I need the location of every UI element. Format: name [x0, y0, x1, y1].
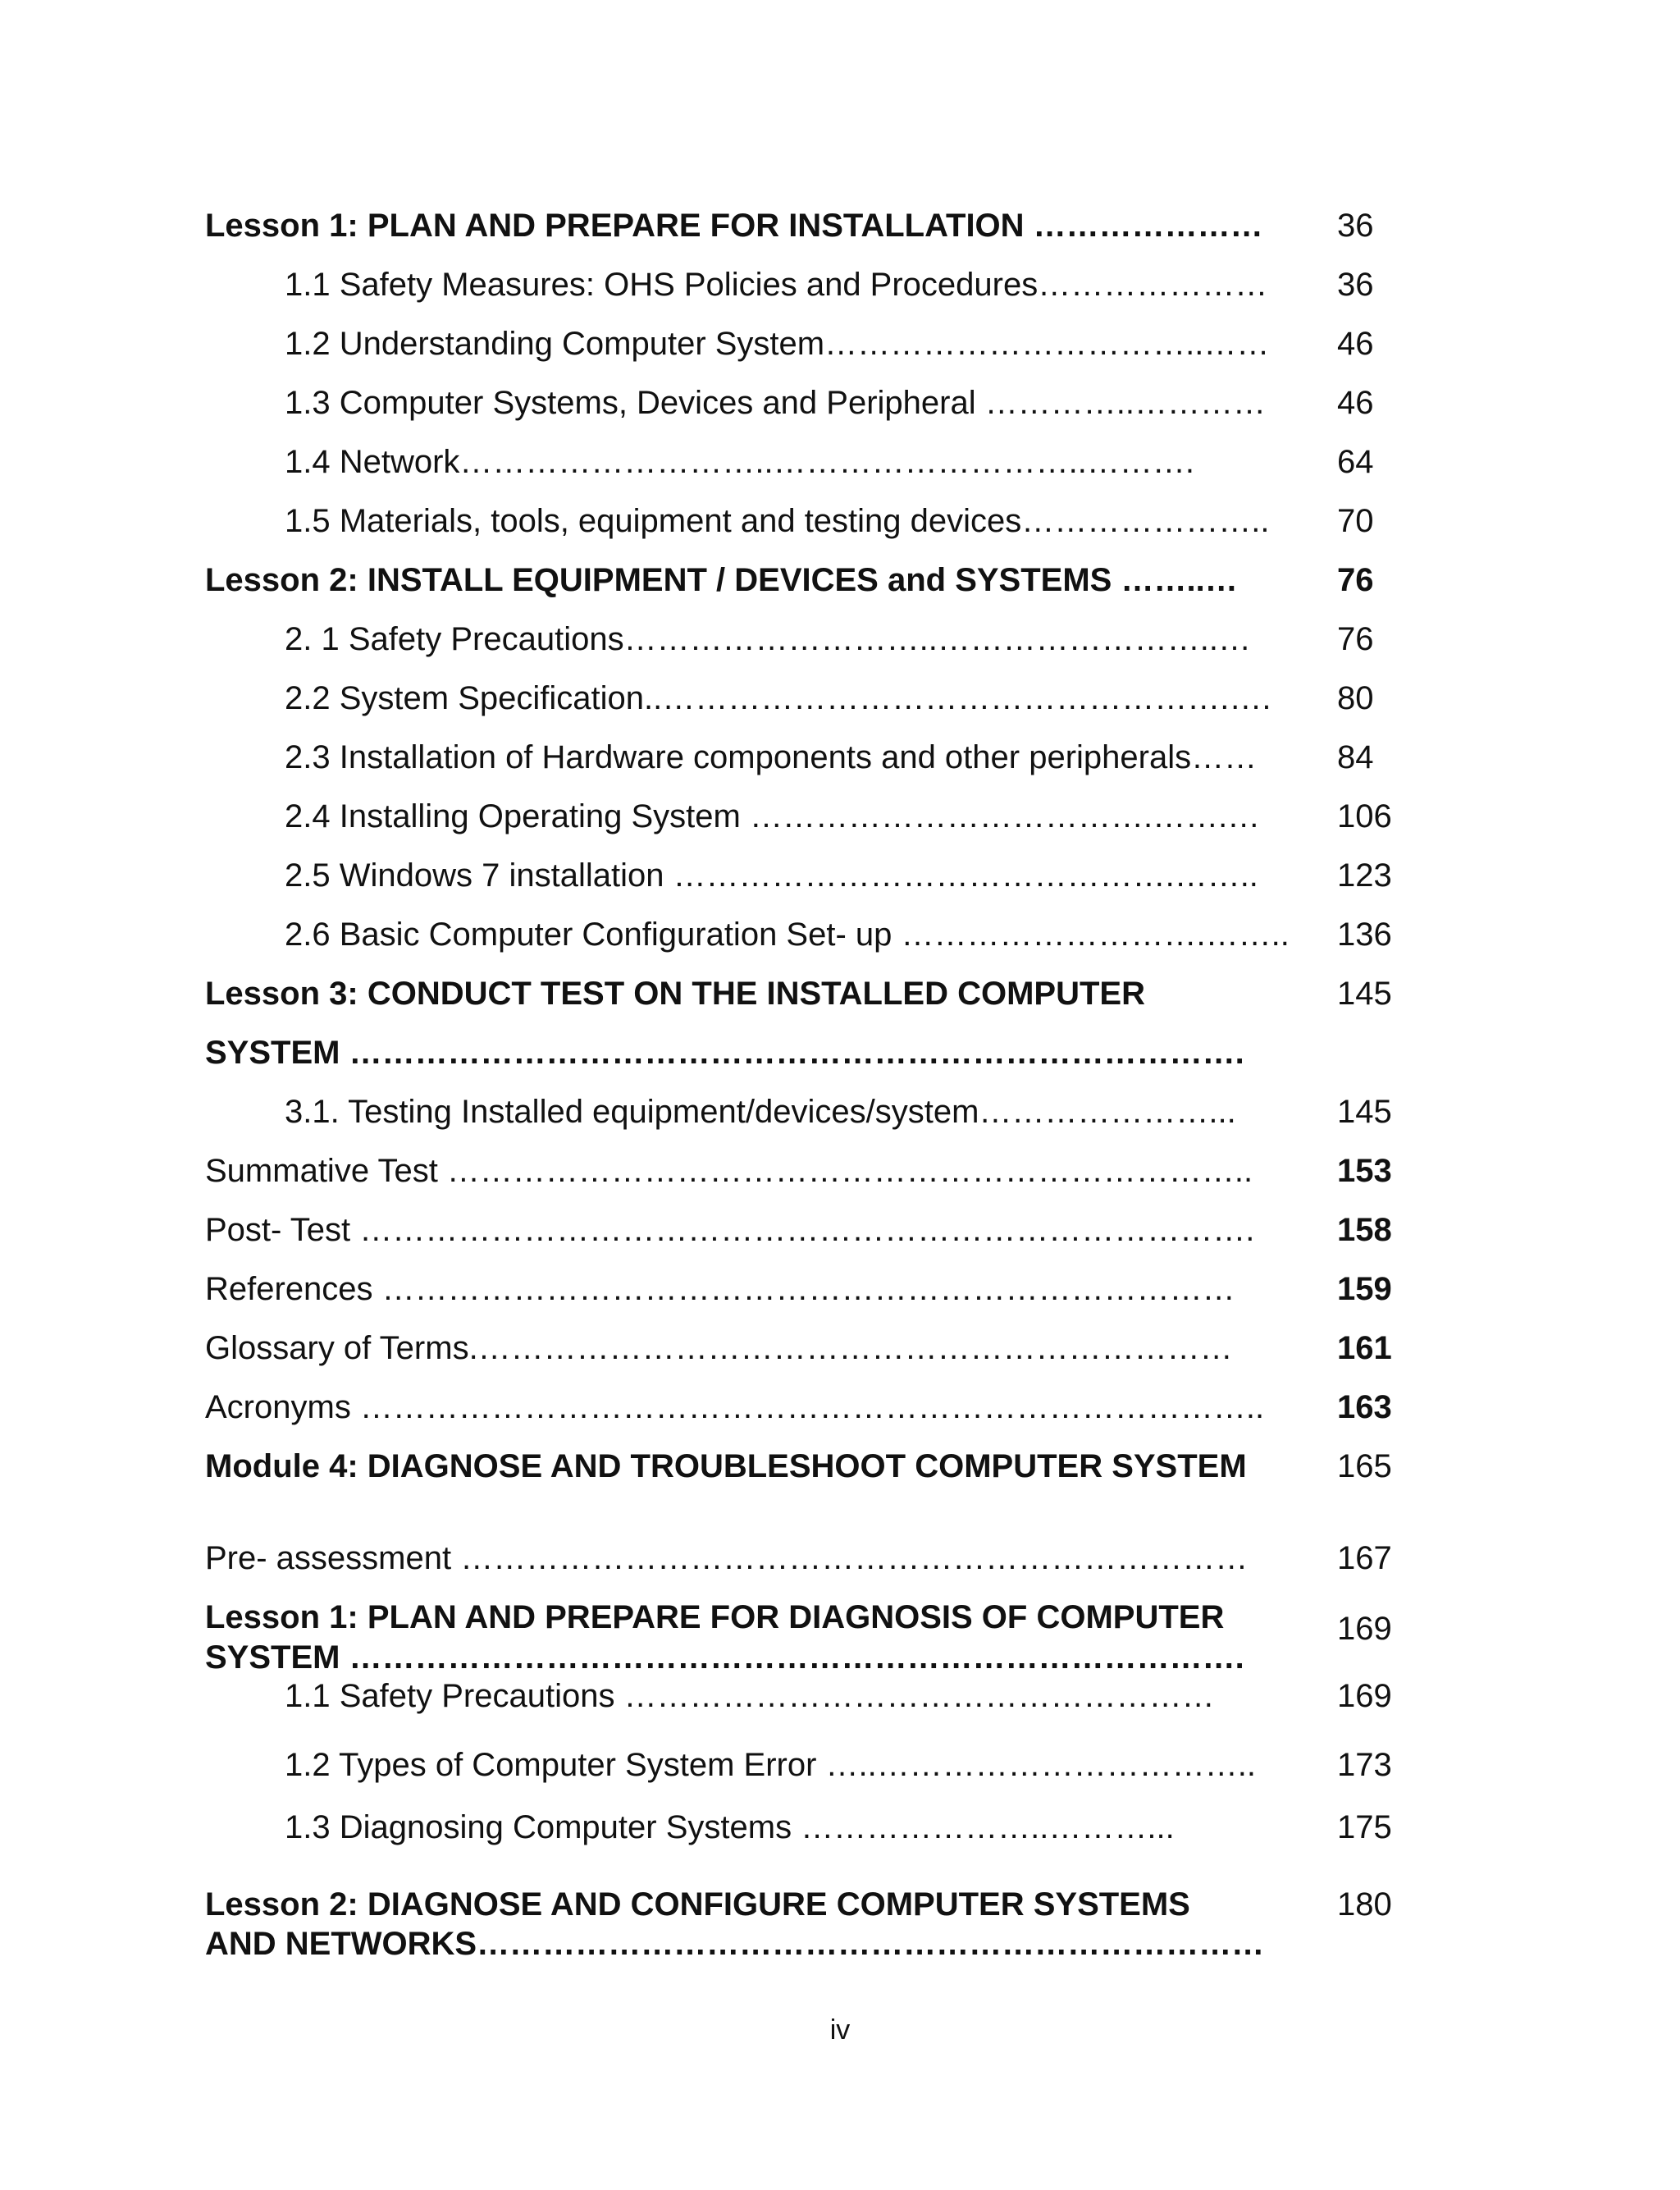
- toc-entry-page: 145: [1337, 1094, 1392, 1130]
- toc-entry-title: Lesson 1: PLAN AND PREPARE FOR DIAGNOSIS OF COMPUTER: [205, 1599, 1225, 1635]
- toc-entry-title: Glossary of Terms.……………………………………………………………: [205, 1330, 1233, 1366]
- toc-entry-title: 1.1 Safety Measures: OHS Policies and Procedures…………………: [285, 267, 1268, 303]
- toc-entry-page: 46: [1337, 326, 1374, 362]
- toc-entry-title: 2.3 Installation of Hardware components and other peripherals……: [285, 739, 1258, 775]
- toc-entry-page: 169: [1337, 1678, 1392, 1714]
- toc-entry-page: 159: [1337, 1271, 1392, 1307]
- toc-entry: [0, 382, 1680, 423]
- toc-entry-title: 2. 1 Safety Precautions………………………..……………………..…: [285, 621, 1252, 657]
- toc-entry: [0, 1538, 1680, 1579]
- toc-entry: [0, 1744, 1680, 1785]
- toc-entry-title: Lesson 2: INSTALL EQUIPMENT / DEVICES and SYSTEMS ……..…: [205, 562, 1238, 598]
- toc-entry: [0, 1884, 1680, 1925]
- toc-entry: [0, 1807, 1680, 1848]
- toc-entry-page: 123: [1337, 857, 1392, 894]
- toc-entry-page: 76: [1337, 562, 1374, 598]
- toc-entry-title: 2.2 System Specification..…………………………………………….….: [285, 680, 1271, 716]
- toc-entry-title: 2.5 Windows 7 installation ……………………………………….……..: [285, 857, 1258, 894]
- toc-entry-title: References ……………………………………………………………………: [205, 1271, 1235, 1307]
- toc-entry: [0, 619, 1680, 660]
- toc-entry-title: 2.4 Installing Operating System ……………………………….…….…: [285, 798, 1261, 834]
- toc-entry-page: 36: [1337, 267, 1374, 303]
- toc-entry-title: Lesson 1: PLAN AND PREPARE FOR INSTALLATION …………………: [205, 208, 1263, 244]
- toc-entry-title: 3.1. Testing Installed equipment/devices/system…………………...: [285, 1094, 1236, 1130]
- toc-entry: [0, 1209, 1680, 1250]
- toc-entry: [0, 501, 1680, 542]
- toc-entry: [0, 1676, 1680, 1717]
- toc-entry: [0, 678, 1680, 719]
- toc-entry-title: 1.2 Understanding Computer System……………………………..……: [285, 326, 1270, 362]
- toc-entry-page: 46: [1337, 385, 1374, 421]
- toc-entry-title: 1.3 Computer Systems, Devices and Peripheral …………..…………: [285, 385, 1266, 421]
- toc-entry: [0, 1328, 1680, 1369]
- toc-entry-title: Module 4: DIAGNOSE AND TROUBLESHOOT COMPUTER SYSTEM: [205, 1448, 1247, 1484]
- toc-entry-page: 180: [1337, 1886, 1392, 1923]
- toc-entry-page: 158: [1337, 1212, 1392, 1248]
- toc-entry: [0, 914, 1680, 955]
- toc-entry: [0, 1091, 1680, 1132]
- toc-entry: [0, 737, 1680, 778]
- toc-entry: [0, 323, 1680, 364]
- toc-entry-page: 169: [1337, 1611, 1392, 1647]
- toc-entry: [0, 796, 1680, 837]
- toc-entry-page: 153: [1337, 1153, 1392, 1189]
- toc-entry-page: 173: [1337, 1747, 1392, 1783]
- toc-entry: [0, 441, 1680, 482]
- toc-entry-page: 145: [1337, 976, 1392, 1012]
- toc-entry-page: 163: [1337, 1389, 1392, 1425]
- toc-entry: [0, 205, 1680, 246]
- toc-entry-page: 167: [1337, 1540, 1392, 1576]
- toc-entry-page-row: [0, 1608, 1680, 1649]
- toc-entry-title: SYSTEM ……………………………………………………………………….: [205, 1639, 1244, 1676]
- toc-entry-title: 1.3 Diagnosing Computer Systems …………………..………...: [285, 1809, 1175, 1845]
- toc-entry-title: Pre- assessment ………………………………………………………………: [205, 1540, 1249, 1576]
- toc-entry: [0, 1387, 1680, 1428]
- toc-entry: [0, 1032, 1680, 1073]
- toc-entry: [0, 560, 1680, 601]
- toc-entry-title: Acronyms ………………………………………………………………………..: [205, 1389, 1265, 1425]
- toc-entry-title: 2.6 Basic Computer Configuration Set- up ……………………….……..: [285, 917, 1290, 953]
- toc-entry-page: 36: [1337, 208, 1374, 244]
- toc-entry-page: 80: [1337, 680, 1374, 716]
- toc-entry-page: 106: [1337, 798, 1392, 834]
- toc-entry: [0, 264, 1680, 305]
- toc-entry: [0, 1446, 1680, 1487]
- toc-entry-page: 84: [1337, 739, 1374, 775]
- toc-entry-title: SYSTEM ……………………………………………………………………….: [205, 1035, 1244, 1071]
- toc-entry-page: 161: [1337, 1330, 1392, 1366]
- toc-entry-title: 1.4 Network………………………..………………………..……….: [285, 444, 1194, 480]
- toc-entry-page: 70: [1337, 503, 1374, 539]
- toc-entry: [0, 973, 1680, 1014]
- toc-entry: [0, 855, 1680, 896]
- toc-entry-page: 136: [1337, 917, 1392, 953]
- toc-entry-page: 165: [1337, 1448, 1392, 1484]
- toc-entry: [0, 1150, 1680, 1191]
- toc-entry-page: 64: [1337, 444, 1374, 480]
- toc-entry: [0, 1269, 1680, 1310]
- toc-entry-title: 1.1 Safety Precautions ………………………………………………: [285, 1678, 1215, 1714]
- toc-entry-title: 1.2 Types of Computer System Error …..……………………………..: [285, 1747, 1256, 1783]
- toc-entry-title: AND NETWORKS………………………………………………………………: [205, 1926, 1265, 1962]
- page-number: iv: [829, 2014, 851, 2046]
- toc-entry-page: 175: [1337, 1809, 1392, 1845]
- toc-entry-title: Lesson 2: DIAGNOSE AND CONFIGURE COMPUTER SYSTEMS: [205, 1886, 1190, 1923]
- toc-entry-title: Post- Test ……………………………………………………………………….: [205, 1212, 1255, 1248]
- toc-entry: [0, 1923, 1680, 1964]
- toc-entry-title: 1.5 Materials, tools, equipment and testing devices…………………..: [285, 503, 1270, 539]
- toc-entry-title: Summative Test ………………………………………………………………..: [205, 1153, 1253, 1189]
- toc-entry-title: Lesson 3: CONDUCT TEST ON THE INSTALLED COMPUTER: [205, 976, 1145, 1012]
- toc-entry-page: 76: [1337, 621, 1374, 657]
